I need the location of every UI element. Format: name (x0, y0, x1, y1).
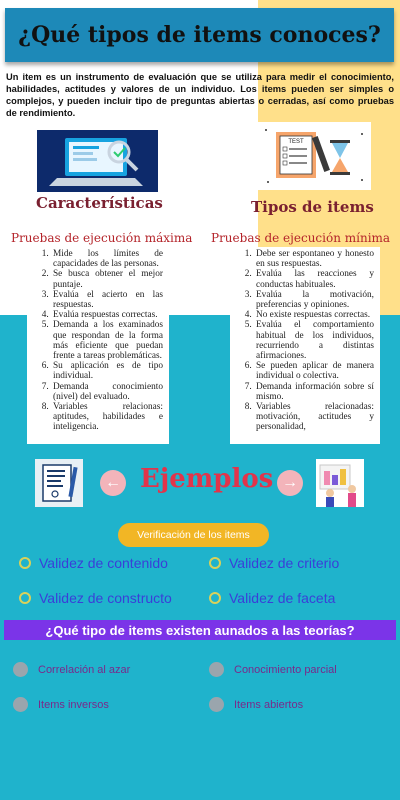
list-minima (230, 247, 380, 444)
teoria-item-abiertos (209, 697, 303, 712)
validez-label: Validez de faceta (229, 590, 336, 606)
teoria-label: Items inversos (38, 698, 109, 711)
teoria-item-conocimiento (209, 662, 337, 677)
ejemplos-heading: Ejemplos (140, 464, 274, 494)
list-maxima (27, 247, 169, 444)
subheading-minima: Pruebas de ejecución mínima (211, 231, 391, 245)
list-item: 3. Evalúa la motivación, preferencias y opiniones. (254, 290, 374, 310)
validez-label: Validez de contenido (39, 555, 168, 571)
list-item: 8. Variables relacionadas: motivación, actitudes y personalidad, (254, 402, 374, 433)
teoria-label: Items abiertos (234, 698, 304, 711)
list-item: 5. Demanda a los examinados que respondan de la forma más eficiente que puedan frente a tareas problemáticas. (51, 320, 163, 361)
teoria-item-inversos (13, 697, 109, 712)
people-icon (316, 459, 364, 507)
validez-constructo (19, 590, 172, 606)
document-pen-icon (35, 459, 83, 507)
circle-icon (19, 557, 31, 569)
test-hourglass-icon (258, 122, 371, 190)
circle-icon (19, 592, 31, 604)
list-item: 1. Debe ser espontaneo y honesto en sus respuestas. (254, 249, 374, 269)
list-item: 6. Su aplicación es de tipo individual. (51, 361, 163, 381)
validez-contenido (19, 555, 168, 571)
list-item: 3. Evalúa el acierto en las respuestas. (51, 290, 163, 310)
intro-text: Un item es un instrumento de evaluación que se utiliza para medir el conocimiento, habilidades, actitudes y valores de un individuo. Los items pueden ser simples o complejos, y pueden incluir tipo de preguntas abiertas o cerradas, así como pruebas de rendimiento. (6, 72, 394, 118)
teorias-banner: ¿Qué tipo de items existen aunados a las teorías? (4, 620, 396, 640)
next-arrow-button[interactable] (277, 470, 303, 496)
page-title: ¿Qué tipos de items conoces? (18, 22, 381, 48)
list-item: 2. Evalúa las reacciones y conductas habituales. (254, 269, 374, 289)
test-sheet-title: TEST (288, 139, 304, 145)
list-item: 2. Se busca obtener el mejor puntaje. (51, 269, 163, 289)
dot-icon (209, 697, 224, 712)
laptop-icon (37, 130, 158, 192)
list-item: 4. No existe respuestas correctas. (254, 310, 374, 320)
validez-criterio (209, 555, 339, 571)
subheading-maxima: Pruebas de ejecución máxima (11, 231, 193, 245)
heading-tipos: Tipos de items (251, 198, 374, 216)
circle-icon (209, 557, 221, 569)
list-item: 5. Evalúa el comportamiento habitual de los individuos, recurriendo a distintas afirmaciones. (254, 320, 374, 361)
title-banner (5, 8, 394, 62)
arrow-right-icon: → (282, 474, 298, 491)
heading-caracteristicas: Características (36, 194, 163, 212)
prev-arrow-button[interactable] (100, 470, 126, 496)
list-item: 7. Demanda información sobre sí mismo. (254, 382, 374, 402)
dot-icon (13, 662, 28, 677)
list-item: 7. Demanda conocimiento (nivel) del evaluado. (51, 382, 163, 402)
dot-icon (209, 662, 224, 677)
list-item: 4. Evalúa respuestas correctas. (51, 310, 163, 320)
validez-faceta (209, 590, 335, 606)
arrow-left-icon: ← (105, 474, 121, 491)
list-item: 6. Se pueden aplicar de manera individual o colectiva. (254, 361, 374, 381)
teoria-item-correlacion (13, 662, 130, 677)
list-item: 1. Mide los límites de capacidades de las personas. (51, 249, 163, 269)
teoria-label: Conocimiento parcial (234, 663, 337, 676)
validez-label: Validez de criterio (229, 555, 340, 571)
teoria-label: Correlación al azar (38, 663, 131, 676)
verificacion-badge: Verificación de los items (118, 523, 269, 547)
list-item: 8. Variables relacionas: aptitudes, habilidades e inteligencia. (51, 402, 163, 433)
circle-icon (209, 592, 221, 604)
dot-icon (13, 697, 28, 712)
validez-label: Validez de constructo (39, 590, 172, 606)
